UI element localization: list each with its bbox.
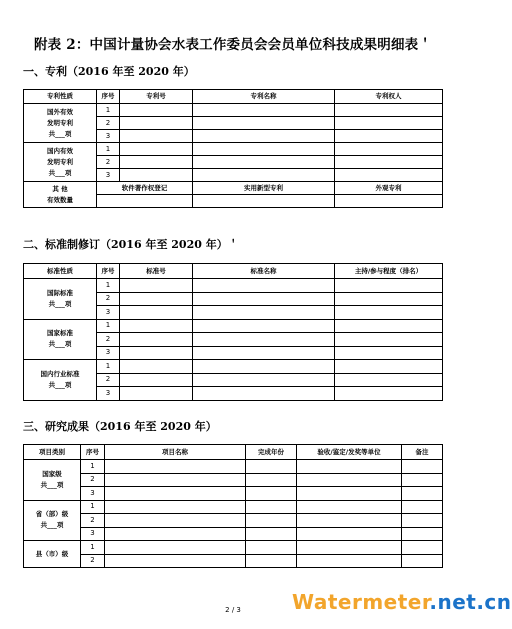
- category-line: 其 他: [52, 184, 68, 193]
- header-project-name: 项目名称: [105, 445, 246, 460]
- category-line: 共___项: [48, 168, 72, 177]
- category-line: 县（市）级: [35, 549, 69, 558]
- cell-patent-holder[interactable]: [335, 156, 443, 169]
- row-number: 2: [97, 333, 120, 347]
- cell-remarks[interactable]: [402, 460, 443, 474]
- cell-completion-year[interactable]: [246, 554, 297, 568]
- row-number: 2: [97, 292, 120, 306]
- category-national-level: [24, 460, 81, 501]
- cell-patent-no[interactable]: [120, 117, 193, 130]
- cell-patent-holder[interactable]: [335, 104, 443, 117]
- category-line: 共___项: [40, 521, 64, 530]
- row-number: 2: [97, 156, 120, 169]
- cell-completion-year[interactable]: [246, 460, 297, 474]
- row-number: 3: [97, 169, 120, 182]
- category-domestic-invention: [24, 143, 97, 182]
- cell-standard-name[interactable]: [193, 306, 335, 320]
- cell-standard-no[interactable]: [120, 387, 193, 401]
- cell-standard-no[interactable]: [120, 346, 193, 360]
- watermark-text-main: Watermeter: [292, 590, 430, 614]
- cell-project-name[interactable]: [105, 500, 246, 514]
- category-line: 国际标准: [47, 288, 73, 297]
- category-line: 国家级: [42, 469, 62, 478]
- cell-participation[interactable]: [335, 373, 443, 387]
- cell-project-name[interactable]: [105, 541, 246, 555]
- cell-patent-no[interactable]: [120, 104, 193, 117]
- cell-patent-holder[interactable]: [335, 169, 443, 182]
- cell-acceptance-unit[interactable]: [297, 554, 402, 568]
- row-number: 3: [97, 130, 120, 143]
- cell-participation[interactable]: [335, 360, 443, 374]
- row-number: 1: [97, 319, 120, 333]
- category-foreign-invention: [24, 104, 97, 143]
- header-patent-type: 专利性质: [24, 90, 97, 104]
- cell-remarks[interactable]: [402, 514, 443, 528]
- cell-remarks[interactable]: [402, 473, 443, 487]
- cell-patent-name[interactable]: [193, 143, 335, 156]
- cell-standard-name[interactable]: [193, 319, 335, 333]
- cell-acceptance-unit[interactable]: [297, 527, 402, 541]
- cell-participation[interactable]: [335, 387, 443, 401]
- category-line: 有效数量: [47, 195, 73, 204]
- standards-table: [23, 263, 443, 401]
- cell-acceptance-unit[interactable]: [297, 460, 402, 474]
- cell-patent-holder[interactable]: [335, 130, 443, 143]
- cell-standard-name[interactable]: [193, 333, 335, 347]
- category-line: 共___项: [48, 129, 72, 138]
- category-line: 国内有效: [47, 146, 73, 155]
- cell-completion-year[interactable]: [246, 541, 297, 555]
- cell-participation[interactable]: [335, 306, 443, 320]
- cell-standard-name[interactable]: [193, 387, 335, 401]
- cell-participation[interactable]: [335, 292, 443, 306]
- page-number: 2 / 3: [225, 606, 241, 614]
- header-patent-no: 专利号: [120, 90, 193, 104]
- category-international-standard: [24, 279, 97, 320]
- header-standard-name: 标准名称: [193, 264, 335, 279]
- category-line: 国外有效: [47, 107, 73, 116]
- cell-standard-name[interactable]: [193, 346, 335, 360]
- cell-acceptance-unit[interactable]: [297, 541, 402, 555]
- header-standard-no: 标准号: [120, 264, 193, 279]
- category-industry-standard: [24, 360, 97, 401]
- category-line: 国内行业标准: [40, 369, 80, 378]
- cell-standard-no[interactable]: [120, 279, 193, 293]
- cell-project-name[interactable]: [105, 514, 246, 528]
- cell-patent-holder[interactable]: [335, 143, 443, 156]
- category-national-standard: [24, 319, 97, 360]
- category-line: 国家标准: [47, 329, 73, 338]
- cell-participation[interactable]: [335, 346, 443, 360]
- row-number: 3: [81, 487, 105, 501]
- label-design-patent: 外观专利: [335, 182, 443, 195]
- row-number: 2: [81, 514, 105, 528]
- header-seq: 序号: [97, 90, 120, 104]
- header-project-category: 项目类别: [24, 445, 81, 460]
- watermark-logo: [292, 590, 512, 614]
- cell-acceptance-unit[interactable]: [297, 500, 402, 514]
- watermark-text-domain: .net.cn: [429, 590, 512, 614]
- header-acceptance-unit: 验收/鉴定/发奖等单位: [297, 445, 402, 460]
- cell-standard-no[interactable]: [120, 373, 193, 387]
- cell-patent-name[interactable]: [193, 169, 335, 182]
- section-heading-research: 三、研究成果（2016 年至 2020 年）: [23, 420, 217, 433]
- header-patent-name: 专利名称: [193, 90, 335, 104]
- cell-project-name[interactable]: [105, 460, 246, 474]
- row-number: 1: [81, 541, 105, 555]
- cell-patent-no[interactable]: [120, 143, 193, 156]
- cell-project-name[interactable]: [105, 527, 246, 541]
- page-title: 附表 2：中国计量协会水表工作委员会会员单位科技成果明细表＇: [33, 37, 433, 53]
- header-patent-holder: 专利权人: [335, 90, 443, 104]
- category-line: 发明专利: [47, 157, 73, 166]
- cell-patent-name[interactable]: [193, 117, 335, 130]
- cell-standard-name[interactable]: [193, 279, 335, 293]
- cell-completion-year[interactable]: [246, 527, 297, 541]
- cell-standard-name[interactable]: [193, 292, 335, 306]
- label-utility-model: 实用新型专利: [193, 182, 335, 195]
- cell-patent-name[interactable]: [193, 130, 335, 143]
- cell-standard-no[interactable]: [120, 319, 193, 333]
- section-heading-standards: 二、标准制修订（2016 年至 2020 年）＇: [23, 238, 239, 251]
- research-table: [23, 444, 443, 568]
- cell-project-name[interactable]: [105, 473, 246, 487]
- category-line: 共___项: [48, 299, 72, 308]
- label-software-copyright: 软件著作权登记: [97, 182, 193, 195]
- cell-patent-no[interactable]: [120, 156, 193, 169]
- category-line: 发明专利: [47, 118, 73, 127]
- header-completion-year: 完成年份: [246, 445, 297, 460]
- category-line: 省（部）级: [35, 510, 69, 519]
- row-number: 1: [97, 104, 120, 117]
- row-number: 1: [97, 360, 120, 374]
- cell-completion-year[interactable]: [246, 500, 297, 514]
- cell-patent-name[interactable]: [193, 104, 335, 117]
- cell-participation[interactable]: [335, 279, 443, 293]
- cell-remarks[interactable]: [402, 541, 443, 555]
- cell-participation[interactable]: [335, 319, 443, 333]
- header-seq: 序号: [97, 264, 120, 279]
- cell-participation[interactable]: [335, 333, 443, 347]
- cell-completion-year[interactable]: [246, 487, 297, 501]
- cell-remarks[interactable]: [402, 527, 443, 541]
- header-remarks: 备注: [402, 445, 443, 460]
- patents-table: [23, 89, 443, 208]
- cell-standard-no[interactable]: [120, 306, 193, 320]
- header-standard-type: 标准性质: [24, 264, 97, 279]
- cell-remarks[interactable]: [402, 487, 443, 501]
- cell-standard-no[interactable]: [120, 333, 193, 347]
- section-heading-patents: 一、专利（2016 年至 2020 年）: [23, 65, 195, 78]
- cell-project-name[interactable]: [105, 487, 246, 501]
- cell-standard-no[interactable]: [120, 292, 193, 306]
- row-number: 1: [97, 279, 120, 293]
- row-number: 2: [97, 117, 120, 130]
- cell-remarks[interactable]: [402, 500, 443, 514]
- cell-acceptance-unit[interactable]: [297, 487, 402, 501]
- cell-acceptance-unit[interactable]: [297, 473, 402, 487]
- category-line: 共___项: [48, 380, 72, 389]
- cell-patent-no[interactable]: [120, 169, 193, 182]
- row-number: 2: [81, 473, 105, 487]
- cell-patent-name[interactable]: [193, 156, 335, 169]
- category-county-level: [24, 541, 81, 568]
- cell-completion-year[interactable]: [246, 473, 297, 487]
- cell-patent-holder[interactable]: [335, 117, 443, 130]
- category-provincial-level: [24, 500, 81, 541]
- row-number: 3: [97, 306, 120, 320]
- row-number: 3: [97, 387, 120, 401]
- category-line: 共___项: [40, 480, 64, 489]
- row-number: 1: [81, 460, 105, 474]
- header-seq: 序号: [81, 445, 105, 460]
- category-line: 共___项: [48, 340, 72, 349]
- row-number: 1: [81, 500, 105, 514]
- row-number: 2: [97, 373, 120, 387]
- cell-completion-year[interactable]: [246, 514, 297, 528]
- cell-remarks[interactable]: [402, 554, 443, 568]
- cell-project-name[interactable]: [105, 554, 246, 568]
- row-number: 2: [81, 554, 105, 568]
- row-number: 3: [81, 527, 105, 541]
- cell-standard-no[interactable]: [120, 360, 193, 374]
- cell-utility-model-count[interactable]: [193, 195, 335, 208]
- cell-standard-name[interactable]: [193, 360, 335, 374]
- cell-design-patent-count[interactable]: [335, 195, 443, 208]
- row-number: 3: [97, 346, 120, 360]
- row-number: 1: [97, 143, 120, 156]
- cell-acceptance-unit[interactable]: [297, 514, 402, 528]
- cell-software-copyright-count[interactable]: [97, 195, 193, 208]
- cell-standard-name[interactable]: [193, 373, 335, 387]
- header-participation: 主持/参与程度（排名）: [335, 264, 443, 279]
- cell-patent-no[interactable]: [120, 130, 193, 143]
- category-other-valid-count: [24, 182, 97, 208]
